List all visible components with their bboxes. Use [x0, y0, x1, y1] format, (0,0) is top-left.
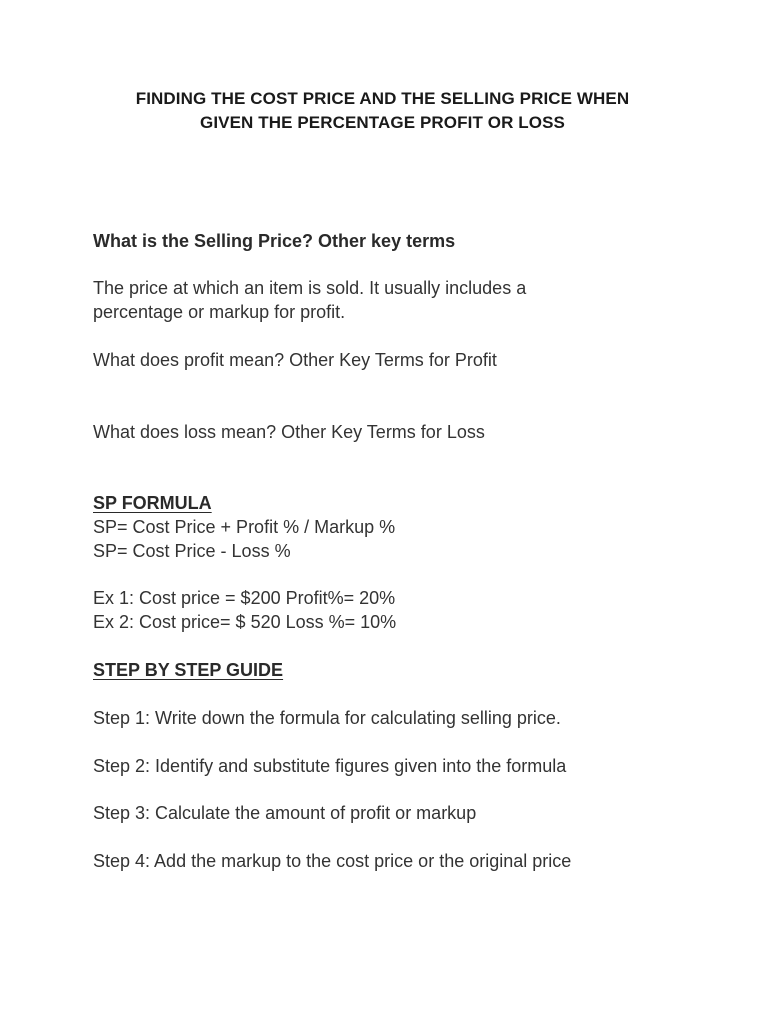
document-title — [60, 87, 705, 135]
title-line-2: GIVEN THE PERCENTAGE PROFIT OR LOSS — [200, 113, 565, 132]
step-4: Step 4: Add the markup to the cost price or the original price — [93, 851, 572, 871]
example-1: Ex 1: Cost price = $200 Profit%= 20% — [93, 588, 396, 608]
loss-question: What does loss mean? Other Key Terms for Loss — [93, 422, 485, 442]
sp-formula-heading: SP FORMULA — [93, 493, 212, 513]
title-line-1: FINDING THE COST PRICE AND THE SELLING PRICE WHEN — [135, 89, 630, 108]
example-2: Ex 2: Cost price= $ 520 Loss %= 10% — [93, 612, 397, 632]
definition-line-2: percentage or markup for profit. — [93, 302, 346, 322]
step-1: Step 1: Write down the formula for calculating selling price. — [93, 708, 561, 728]
sp-formula-profit: SP= Cost Price + Profit % / Markup % — [93, 517, 396, 537]
selling-price-heading: What is the Selling Price? Other key terms — [93, 231, 456, 251]
step-3: Step 3: Calculate the amount of profit or markup — [93, 803, 477, 823]
step-guide-heading: STEP BY STEP GUIDE — [93, 660, 284, 680]
step-2: Step 2: Identify and substitute figures given into the formula — [93, 756, 567, 776]
sp-formula-loss: SP= Cost Price - Loss % — [93, 541, 291, 561]
profit-question: What does profit mean? Other Key Terms for Profit — [93, 350, 497, 370]
definition-line-1: The price at which an item is sold. It usually includes a — [93, 278, 527, 298]
